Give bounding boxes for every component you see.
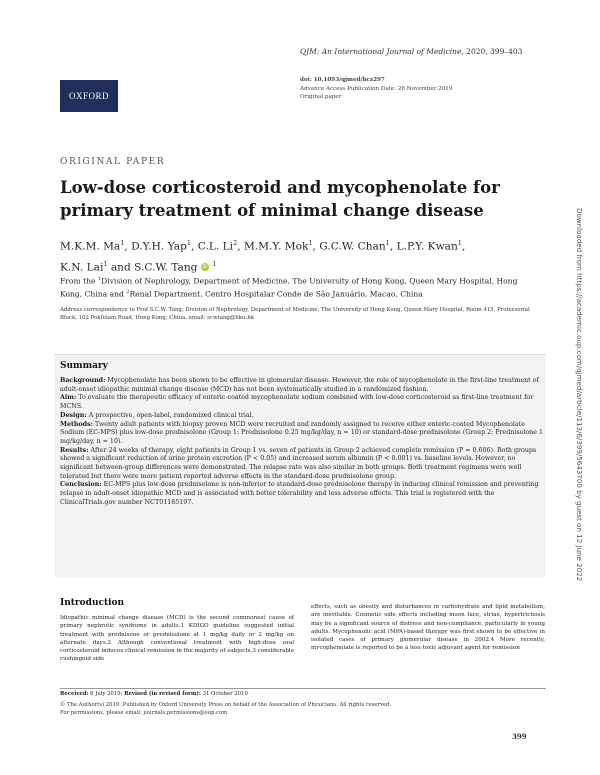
journal-name[interactable]: QJM: An International Journal of Medicine: [300, 47, 462, 56]
author-separator: ,: [191, 240, 198, 253]
author-separator: ,: [312, 240, 320, 253]
affiliations: [60, 274, 540, 300]
summary-conclusion: Conclusion: EC-MPS plus low-dose prednisolone is non-inferior to standard-dose prednisolone therapy in inducing clinical remission and preventing relapse in adult-onset idiopathic MCD and is associated with better tolerability and less adverse effects. This trial is registered with the ClinicalTrials.gov number NCT01185197.: [60, 481, 539, 506]
copyright-notice: [60, 701, 546, 717]
summary-design: Design: A prospective, open-label, randomized clinical trial.: [60, 411, 254, 419]
author-affiliation-sup: 1: [103, 259, 108, 268]
section-label: ORIGINAL PAPER: [60, 157, 166, 167]
author-separator: ,: [461, 240, 466, 253]
orcid-icon[interactable]: iD: [202, 264, 208, 271]
author-separator: ,: [124, 240, 132, 253]
oxford-logo: OXFORD: [60, 80, 118, 112]
author-affiliation-sup: 1: [186, 239, 192, 247]
advance-access-date: Advance Access Publication Date: 26 November 2019: [300, 85, 453, 92]
author-name: K.N. Lai: [60, 261, 104, 274]
page-number: 399: [512, 732, 527, 741]
correspondence-address: Address correspondence to Prof S.C.W. Tang, Division of Nephrology, Department of Medicine, The University of Hong Kong, Queen Mary Hospital, Room 415, Professorial Block, 102 Pokfulam Road, Hong Kong, China. email: scwtang@hku.hk: [60, 307, 530, 321]
journal-citation: [300, 47, 522, 56]
affil-2: Renal Department, Centro Hospitalar Conde de São Januário, Macao, China: [129, 289, 423, 299]
author-affiliation-sup: 1: [457, 239, 462, 247]
affil-sup-1: 1: [97, 276, 102, 282]
author-affiliation-sup: 1: [308, 239, 313, 247]
introduction-column-1: Idiopathic minimal change disease (MCD) is the second commonest cause of primary nephrotic syndrome in adults.1 KDIGO guideline suggested initial treatment with prednisone or prednisolone at 1 mg/kg daily or 2 mg/kg on alternate days.2 Although conventional treatment with high-dose oral corticosteroid induces clinical remission in the majority of subjects,3 considerable cushingoid side: [60, 615, 295, 663]
author-affiliation-sup: 2: [233, 239, 238, 247]
summary-background: Background: Mycophenolate has been shown to be effective in glomerular disease. However, the role of mycophenolate in the first-line treatment of adult-onset idiopathic minimal change disease (MCD) has not been systematically studied in a randomized fashion.: [60, 377, 539, 393]
summary-heading: Summary: [60, 361, 108, 371]
journal-volume-pages: , 2020, 399–403: [461, 47, 523, 56]
summary-methods: Methods: Twenty adult patients with biopsy proven MCD were recruited and randomly assigned to receive either enteric-coated Mycophenolate Sodium (EC-MPS) plus low-dose prednisolone (Group 1: Prednisolone 0.25 mg/kg/day, n = 10) or standard-dose prednisolone (Group 2: Prednisolone 1 mg/kg/day, n = 10).: [60, 420, 543, 445]
copyright-line: © The Author(s) 2019. Published by Oxford University Press on behalf of the Association of Physicians. All rights reserved.: [60, 702, 392, 708]
article-meta: [300, 76, 452, 102]
article-type: Original paper: [300, 94, 342, 100]
download-watermark: Downloaded from https://academic.oup.com/qjmed/article/113/6/399/5643700 by guest on 12 June 2022: [575, 208, 584, 582]
introduction-heading: Introduction: [60, 598, 125, 608]
author-list: [60, 235, 540, 276]
author-separator: ,: [237, 240, 244, 253]
affil-1: Division of Nephrology, Department of Medicine, The University of Hong Kong, Queen Mary Hospital, Hong Kong, China and: [60, 276, 518, 299]
affil-sup-2: 2: [126, 289, 130, 296]
introduction-column-2: effects, such as obesity and disturbances in carbohydrate and lipid metabolism, are inevitable. Cosmetic side effects including moon face, striae, hypertrichosis may be a significant source of distress and non-compliance, particularly in young adults. Mycophenolic acid (MPA)-based therapy was first shown to be effective in isolated cases of primary glomerular disease in 2002.4 More recently, mycophenolate is reported to be a less toxic adjuvant agent for remission: [311, 604, 545, 652]
author-name: G.C.W. Chan: [319, 240, 386, 253]
author-name: C.L. Li: [197, 240, 234, 253]
summary-results: Results: After 24 weeks of therapy, eight patients in Group 1 vs. seven of patients in Group 2 achieved complete remission (P = 0.606). Both groups showed a significant reduction of urine protein excretion (P < 0.05) and increased serum albumin (P < 0.001) vs. baseline levels. However, no significant between-group differences were demonstrated. The relapse rate was also similar in both groups. Both treatment regimens were well tolerated but there were more patient reported adverse effects in the standard-dose prednisolone group.: [60, 446, 537, 480]
author-affiliation-sup: 1: [120, 239, 125, 247]
author-affiliation-sup: 1: [212, 259, 217, 268]
author-affiliation-sup: 1: [385, 239, 390, 247]
article-title: Low-dose corticosteroid and mycophenolate for primary treatment of minimal change disease: [60, 178, 500, 220]
permissions-line[interactable]: For permissions, please email: journals.permissions@oup.com: [60, 710, 228, 717]
author-name: S.C.W. Tang: [134, 261, 198, 274]
author-name: M.K.M. Ma: [60, 240, 121, 253]
author-name: L.P.Y. Kwan: [396, 240, 458, 253]
summary-aim: Aim: To evaluate the therapeutic efficacy of enteric-coated mycophenolate sodium combined with low-dose corticosteroid as first-line treatment for MCNS.: [60, 394, 534, 411]
footer-divider: [60, 688, 546, 689]
author-name: D.Y.H. Yap: [131, 240, 187, 253]
doi[interactable]: doi: 10.1093/qjmed/hcz297: [300, 77, 385, 83]
author-name: M.M.Y. Mok: [243, 240, 309, 253]
author-separator: and: [107, 261, 135, 274]
author-separator: ,: [389, 240, 397, 253]
affil-prefix: From the: [60, 276, 98, 286]
summary-body: [60, 377, 544, 508]
received-dates: Received: 6 July 2019; Revised (in revised form): 31 October 2019: [60, 691, 248, 697]
